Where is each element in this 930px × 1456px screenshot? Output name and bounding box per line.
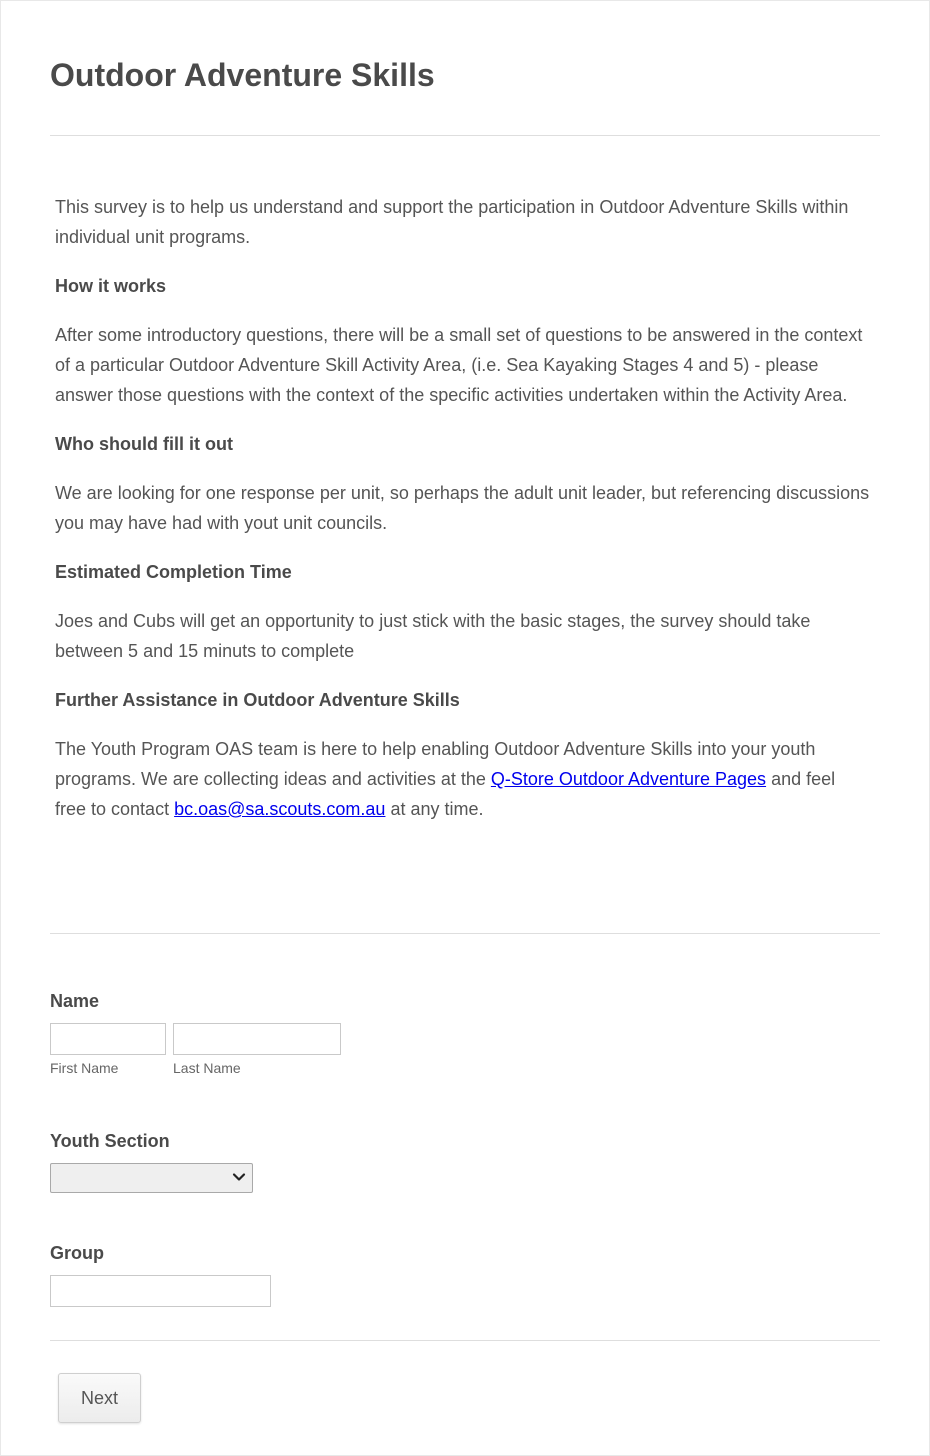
youth-section-select[interactable]: [50, 1163, 253, 1193]
divider-bottom: [50, 1340, 880, 1341]
group-label: Group: [50, 1243, 104, 1263]
who-should-fill-heading: Who should fill it out: [55, 434, 233, 454]
name-label: Name: [50, 991, 100, 1011]
further-assistance-text: [55, 734, 870, 824]
first-name-input[interactable]: [50, 1023, 166, 1055]
completion-time-text: Joes and Cubs will get an opportunity to just stick with the basic stages, the survey should take between 5 and 15 minuts to complete: [55, 611, 811, 661]
assist-text-part-1: The Youth Program OAS team is here to help enabling Outdoor Adventure Skills into your youth programs. We are collecting ideas and activities at the: [55, 739, 816, 789]
divider-top: [50, 135, 880, 136]
first-name-sublabel: First Name: [50, 1060, 119, 1076]
completion-time-heading: Estimated Completion Time: [55, 562, 292, 582]
next-button[interactable]: Next: [58, 1373, 141, 1423]
page-title: Outdoor Adventure Skills: [50, 57, 435, 93]
last-name-input[interactable]: [173, 1023, 341, 1055]
last-name-sublabel: Last Name: [173, 1060, 241, 1076]
how-it-works-heading: How it works: [55, 276, 167, 296]
group-input[interactable]: [50, 1275, 271, 1307]
divider-middle: [50, 933, 880, 934]
email-link[interactable]: bc.oas@sa.scouts.com.au: [174, 799, 386, 819]
who-should-fill-text: We are looking for one response per unit, so perhaps the adult unit leader, but referencing discussions you may have had with yout unit councils.: [55, 483, 870, 533]
assist-text-part-3: at any time.: [385, 799, 484, 819]
how-it-works-text: After some introductory questions, there will be a small set of questions to be answered in the context of a particular Outdoor Adventure Skill Activity Area, (i.e. Sea Kayaking Stages 4 and 5) - please answer those questions with the context of the specific activities undertaken within the Activity Area.: [55, 325, 863, 405]
qstore-link[interactable]: Q-Store Outdoor Adventure Pages: [490, 769, 767, 789]
assist-text-part-2: and feel free to contact: [55, 769, 836, 819]
intro-section: [55, 192, 870, 843]
further-assistance-heading: Further Assistance in Outdoor Adventure Skills: [55, 690, 460, 710]
youth-section-label: Youth Section: [50, 1131, 170, 1151]
chevron-down-icon: [232, 1170, 246, 1184]
intro-paragraph: This survey is to help us understand and support the participation in Outdoor Adventure Skills within individual unit programs.: [55, 197, 849, 247]
